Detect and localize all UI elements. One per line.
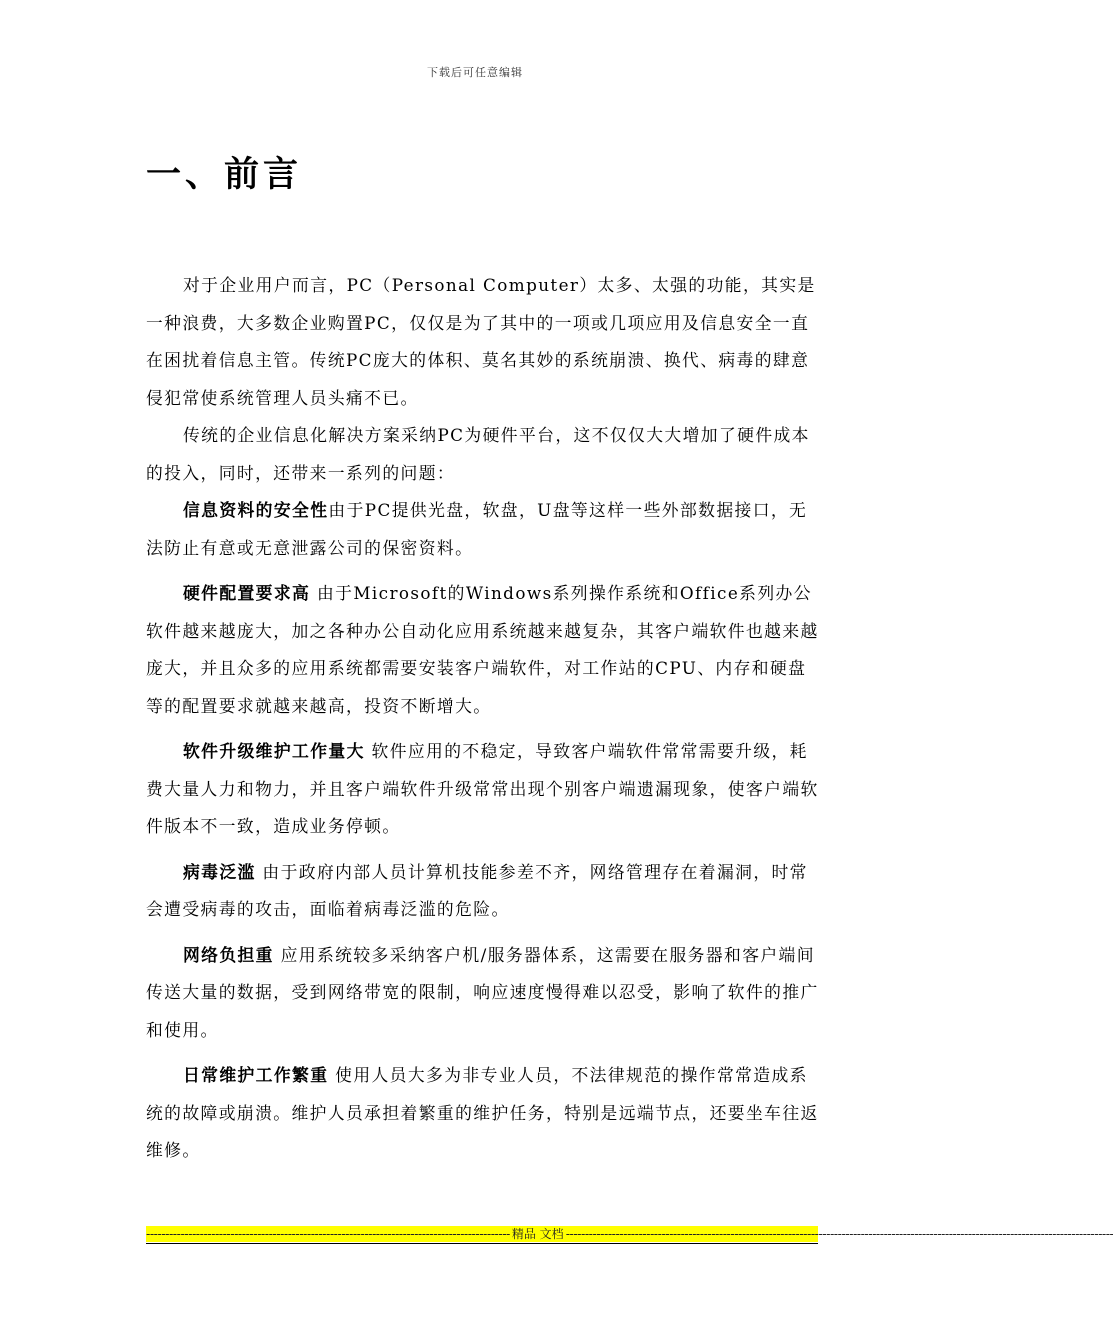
paragraph-heading: 软件升级维护工作量大 — [182, 741, 365, 761]
paragraph-heading: 病毒泛滥 — [182, 861, 256, 882]
paragraph-text: 对于企业用户而言，PC（Personal Computer）太多、太强的功能，其实是一种浪费，大多数企业购置PC，仅仅是为了其中的一项或几项应用及信息安全一直在困扰着信息主管。传统PC庞大的体积、莫名其妙的系统崩溃、换代、病毒的肆意侵犯常使系统管理人员头痛不已。 — [146, 275, 816, 408]
paragraph-text: 应用系统较多采纳客户机/服务器体系，这需要在服务器和客户端间传送大量的数据，受到网络带宽的限制，响应速度慢得难以忍受，影响了软件的推广和使用。 — [146, 944, 819, 1040]
paragraph-text: 使用人员大多为非专业人员，不法律规范的操作常常造成系统的故障或崩溃。维护人员承担着繁重的维护任务，特别是远端节点，还要坐车往返维修。 — [146, 1065, 819, 1160]
paragraph-daily-maintenance — [146, 1057, 822, 1170]
page-title: 一、前言 — [146, 155, 303, 195]
paragraph-info-security — [146, 492, 822, 567]
page-header-note: 下载后可任意编辑 — [427, 66, 523, 79]
footer-highlight-bar — [146, 1226, 1113, 1242]
footer-label: 精品 文档 — [511, 1227, 564, 1241]
paragraph-heading: 硬件配置要求高 — [182, 583, 311, 603]
footer-rule — [146, 1243, 818, 1244]
paragraph-traditional-solution — [146, 417, 822, 492]
paragraph-text: 软件应用的不稳定，导致客户端软件常常需要升级，耗费大量人力和物力，并且客户端软件升级常常出现个别客户端遗漏现象，使客户端软件版本不一致，造成业务停顿。 — [146, 741, 819, 836]
paragraph-text: 由于Microsoft的Windows系列操作系统和Office系列办公软件越来越庞大，加之各种办公自动化应用系统越来越复杂，其客户端软件也越来越庞大，并且众多的应用系统都需要安装客户端软件，对工作站的CPU、内存和硬盘等的配置要求就越来越高，投资不断增大。 — [146, 583, 819, 716]
paragraph-virus — [146, 854, 822, 929]
paragraph-heading: 日常维护工作繁重 — [182, 1065, 329, 1085]
paragraph-text: 由于PC提供光盘，软盘，U盘等这样一些外部数据接口，无法防止有意或无意泄露公司的保密资料。 — [146, 500, 808, 558]
paragraph-text: 传统的企业信息化解决方案采纳PC为硬件平台，这不仅仅大大增加了硬件成本的投入，同时，还带来一系列的问题： — [146, 425, 810, 483]
paragraph-software-upgrade — [146, 733, 822, 846]
paragraph-heading: 信息资料的安全性 — [182, 500, 329, 520]
paragraph-hardware-config — [146, 575, 822, 725]
footer-dashes-left: ----------------------------------------------------------------------------------------------- — [146, 1227, 510, 1241]
paragraph-intro — [146, 267, 822, 417]
document-body — [146, 267, 822, 1170]
paragraph-text: 由于政府内部人员计算机技能参差不齐，网络管理存在着漏洞，时常会遭受病毒的攻击，面临着病毒泛滥的危险。 — [146, 861, 808, 919]
footer-dashes-right: ----------------------------------------------------------------------------------------------------------------------------------------------- — [565, 1227, 1113, 1241]
paragraph-heading: 网络负担重 — [182, 944, 274, 965]
paragraph-network-load — [146, 937, 822, 1050]
